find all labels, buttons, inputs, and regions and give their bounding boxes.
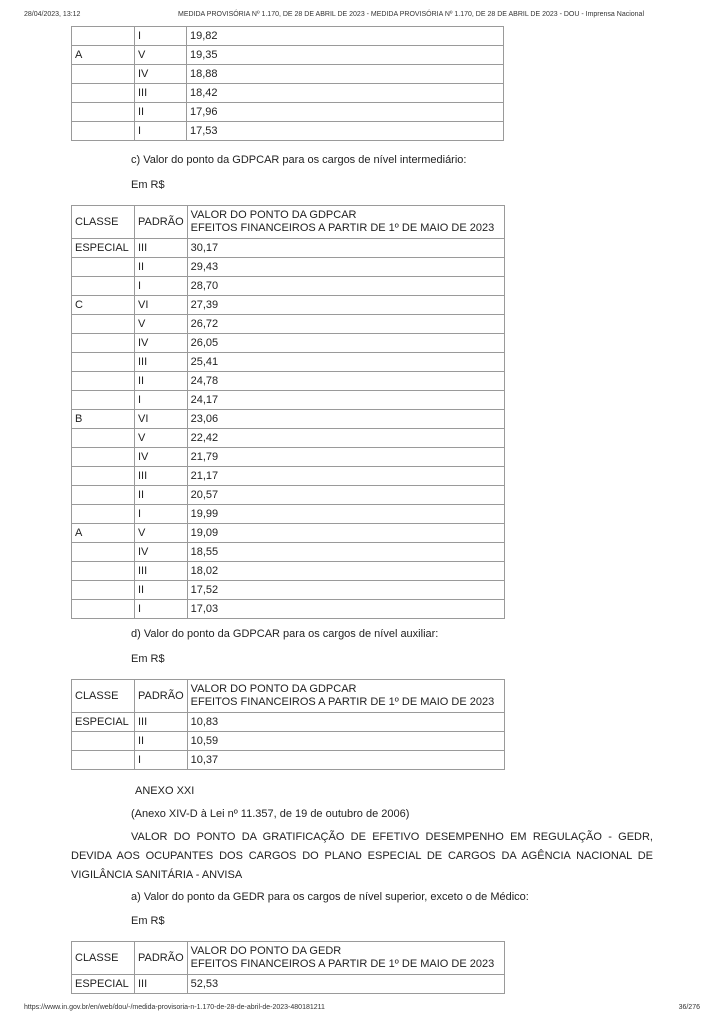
cell-padrao: II: [135, 372, 188, 391]
cell-valor: 18,42: [187, 84, 504, 103]
cell-classe: [72, 429, 135, 448]
col-valor: [187, 206, 504, 239]
table-row: [72, 486, 505, 505]
cell-padrao: VI: [135, 410, 188, 429]
cell-valor: 26,72: [187, 315, 504, 334]
cell-valor: 29,43: [187, 258, 504, 277]
cell-padrao: I: [135, 27, 187, 46]
table-row: [72, 258, 505, 277]
table-row: [72, 543, 505, 562]
cell-padrao: IV: [135, 543, 188, 562]
cell-classe: [72, 543, 135, 562]
cell-valor: 25,41: [187, 353, 504, 372]
table-row: [72, 122, 504, 141]
cell-classe: ESPECIAL: [72, 713, 135, 732]
cell-padrao: V: [135, 315, 188, 334]
table-row: [72, 65, 504, 84]
cell-classe: [72, 562, 135, 581]
cell-padrao: II: [135, 258, 188, 277]
table-row: [72, 353, 505, 372]
table-row: [72, 975, 505, 994]
cell-classe: [72, 258, 135, 277]
cell-padrao: II: [135, 732, 188, 751]
cell-valor: 22,42: [187, 429, 504, 448]
cell-padrao: I: [135, 505, 188, 524]
cell-valor: 24,78: [187, 372, 504, 391]
cell-valor: 26,05: [187, 334, 504, 353]
table-row: [72, 46, 504, 65]
cell-padrao: III: [135, 239, 188, 258]
cell-classe: [72, 505, 135, 524]
cell-classe: ESPECIAL: [72, 239, 135, 258]
cell-padrao: V: [135, 46, 187, 65]
table-row: [72, 562, 505, 581]
cell-valor: 17,03: [187, 600, 504, 619]
col-valor: [187, 942, 504, 975]
cell-padrao: I: [135, 122, 187, 141]
cell-padrao: III: [135, 84, 187, 103]
cell-classe: [72, 103, 135, 122]
cell-classe: [72, 751, 135, 770]
cell-valor: 27,39: [187, 296, 504, 315]
cell-classe: [72, 65, 135, 84]
cell-classe: [72, 353, 135, 372]
cell-padrao: II: [135, 103, 187, 122]
cell-padrao: II: [135, 486, 188, 505]
table-row: [72, 524, 505, 543]
cell-valor: 19,82: [187, 27, 504, 46]
annex-title: ANEXO XXI: [135, 785, 195, 797]
annex-subtitle: (Anexo XIV-D à Lei nº 11.357, de 19 de outubro de 2006): [131, 808, 410, 820]
unit-section-a: Em R$: [131, 915, 165, 927]
print-date: 28/04/2023, 13:12: [24, 11, 81, 18]
cell-classe: [72, 391, 135, 410]
table-row: [72, 277, 505, 296]
cell-valor: 20,57: [187, 486, 504, 505]
col-padrao: PADRÃO: [135, 206, 188, 239]
table-row: [72, 239, 505, 258]
table-row: [72, 84, 504, 103]
cell-valor: 21,79: [187, 448, 504, 467]
gdpcar-auxiliar-table: [71, 679, 505, 770]
cell-classe: [72, 448, 135, 467]
table-header-row: [72, 680, 505, 713]
cell-classe: [72, 334, 135, 353]
table-row: [72, 467, 505, 486]
cell-padrao: I: [135, 751, 188, 770]
cell-classe: C: [72, 296, 135, 315]
table-row: [72, 505, 505, 524]
col-valor-line1: VALOR DO PONTO DA GDPCAR: [190, 683, 357, 695]
cell-padrao: IV: [135, 448, 188, 467]
cell-valor: 24,17: [187, 391, 504, 410]
cell-classe: [72, 122, 135, 141]
cell-classe: [72, 372, 135, 391]
cell-valor: 10,83: [187, 713, 504, 732]
table-row: [72, 296, 505, 315]
table-row: [72, 27, 504, 46]
cell-valor: 19,09: [187, 524, 504, 543]
cell-valor: 30,17: [187, 239, 504, 258]
unit-section-d: Em R$: [131, 653, 165, 665]
cell-valor: 18,02: [187, 562, 504, 581]
cell-valor: 52,53: [187, 975, 504, 994]
page-header: [0, 11, 724, 23]
cell-classe: [72, 27, 135, 46]
col-valor-line2: EFEITOS FINANCEIROS A PARTIR DE 1º DE MAIO DE 2023: [190, 958, 495, 970]
col-classe: CLASSE: [72, 680, 135, 713]
cell-classe: [72, 467, 135, 486]
col-valor-line2: EFEITOS FINANCEIROS A PARTIR DE 1º DE MAIO DE 2023: [190, 696, 495, 708]
table-row: [72, 732, 505, 751]
table-row: [72, 103, 504, 122]
cell-valor: 18,55: [187, 543, 504, 562]
col-valor-line2: EFEITOS FINANCEIROS A PARTIR DE 1º DE MAIO DE 2023: [190, 222, 495, 234]
col-padrao: PADRÃO: [135, 680, 188, 713]
caption-section-a: a) Valor do ponto da GEDR para os cargos de nível superior, exceto o de Médico:: [131, 891, 529, 903]
col-valor: [187, 680, 504, 713]
table-row: [72, 372, 505, 391]
cell-padrao: I: [135, 277, 188, 296]
table-row: [72, 600, 505, 619]
cell-valor: 17,96: [187, 103, 504, 122]
col-classe: CLASSE: [72, 206, 135, 239]
gdpcar-intermediario-table: [71, 205, 505, 619]
cell-valor: 18,88: [187, 65, 504, 84]
cell-valor: 28,70: [187, 277, 504, 296]
col-classe: CLASSE: [72, 942, 135, 975]
table-row: [72, 448, 505, 467]
cell-classe: A: [72, 46, 135, 65]
table-row: [72, 315, 505, 334]
cell-padrao: III: [135, 975, 188, 994]
cell-padrao: II: [135, 581, 188, 600]
table-row: [72, 429, 505, 448]
cell-padrao: I: [135, 391, 188, 410]
cell-valor: 23,06: [187, 410, 504, 429]
cell-valor: 21,17: [187, 467, 504, 486]
page-number: 36/276: [678, 1004, 700, 1011]
table-header-row: [72, 942, 505, 975]
table-row: [72, 581, 505, 600]
cell-classe: [72, 486, 135, 505]
cell-classe: B: [72, 410, 135, 429]
gdpcar-superior-table-continuation: [71, 26, 504, 141]
cell-classe: [72, 732, 135, 751]
cell-valor: 19,99: [187, 505, 504, 524]
cell-classe: [72, 84, 135, 103]
col-valor-line1: VALOR DO PONTO DA GDPCAR: [190, 209, 357, 221]
cell-valor: 17,53: [187, 122, 504, 141]
table-row: [72, 391, 505, 410]
col-valor-line1: VALOR DO PONTO DA GEDR: [190, 945, 342, 957]
cell-padrao: III: [135, 353, 188, 372]
caption-section-d: d) Valor do ponto da GDPCAR para os cargos de nível auxiliar:: [131, 628, 439, 640]
table-row: [72, 751, 505, 770]
cell-padrao: III: [135, 467, 188, 486]
table-row: [72, 713, 505, 732]
annex-heading: VALOR DO PONTO DA GRATIFICAÇÃO DE EFETIVO DESEMPENHO EM REGULAÇÃO - GEDR, DEVIDA AOS OCUPANTES DOS CARGOS DO PLANO ESPECIAL DE CARGOS DA AGÊNCIA NACIONAL DE VIGILÂNCIA SANITÁRIA - ANVISA: [71, 831, 653, 881]
cell-padrao: III: [135, 562, 188, 581]
cell-padrao: V: [135, 429, 188, 448]
cell-padrao: IV: [135, 65, 187, 84]
cell-padrao: I: [135, 600, 188, 619]
cell-classe: [72, 315, 135, 334]
table-row: [72, 334, 505, 353]
document-title: MEDIDA PROVISÓRIA Nº 1.170, DE 28 DE ABRIL DE 2023 - MEDIDA PROVISÓRIA Nº 1.170, DE 28 DE ABRIL DE 2023 - DOU - Imprensa Nacional: [178, 11, 644, 18]
unit-section-c: Em R$: [131, 179, 165, 191]
cell-classe: [72, 581, 135, 600]
cell-valor: 10,59: [187, 732, 504, 751]
col-padrao: PADRÃO: [135, 942, 188, 975]
cell-classe: [72, 277, 135, 296]
cell-padrao: VI: [135, 296, 188, 315]
cell-padrao: III: [135, 713, 188, 732]
caption-section-c: c) Valor do ponto da GDPCAR para os cargos de nível intermediário:: [131, 154, 467, 166]
gedr-superior-table: [71, 941, 505, 994]
cell-classe: [72, 600, 135, 619]
cell-valor: 10,37: [187, 751, 504, 770]
cell-padrao: V: [135, 524, 188, 543]
cell-valor: 17,52: [187, 581, 504, 600]
cell-classe: ESPECIAL: [72, 975, 135, 994]
source-url: https://www.in.gov.br/en/web/dou/-/medida-provisoria-n-1.170-de-28-de-abril-de-2023-480181211: [24, 1004, 325, 1011]
cell-padrao: IV: [135, 334, 188, 353]
table-row: [72, 410, 505, 429]
table-header-row: [72, 206, 505, 239]
cell-valor: 19,35: [187, 46, 504, 65]
cell-classe: A: [72, 524, 135, 543]
